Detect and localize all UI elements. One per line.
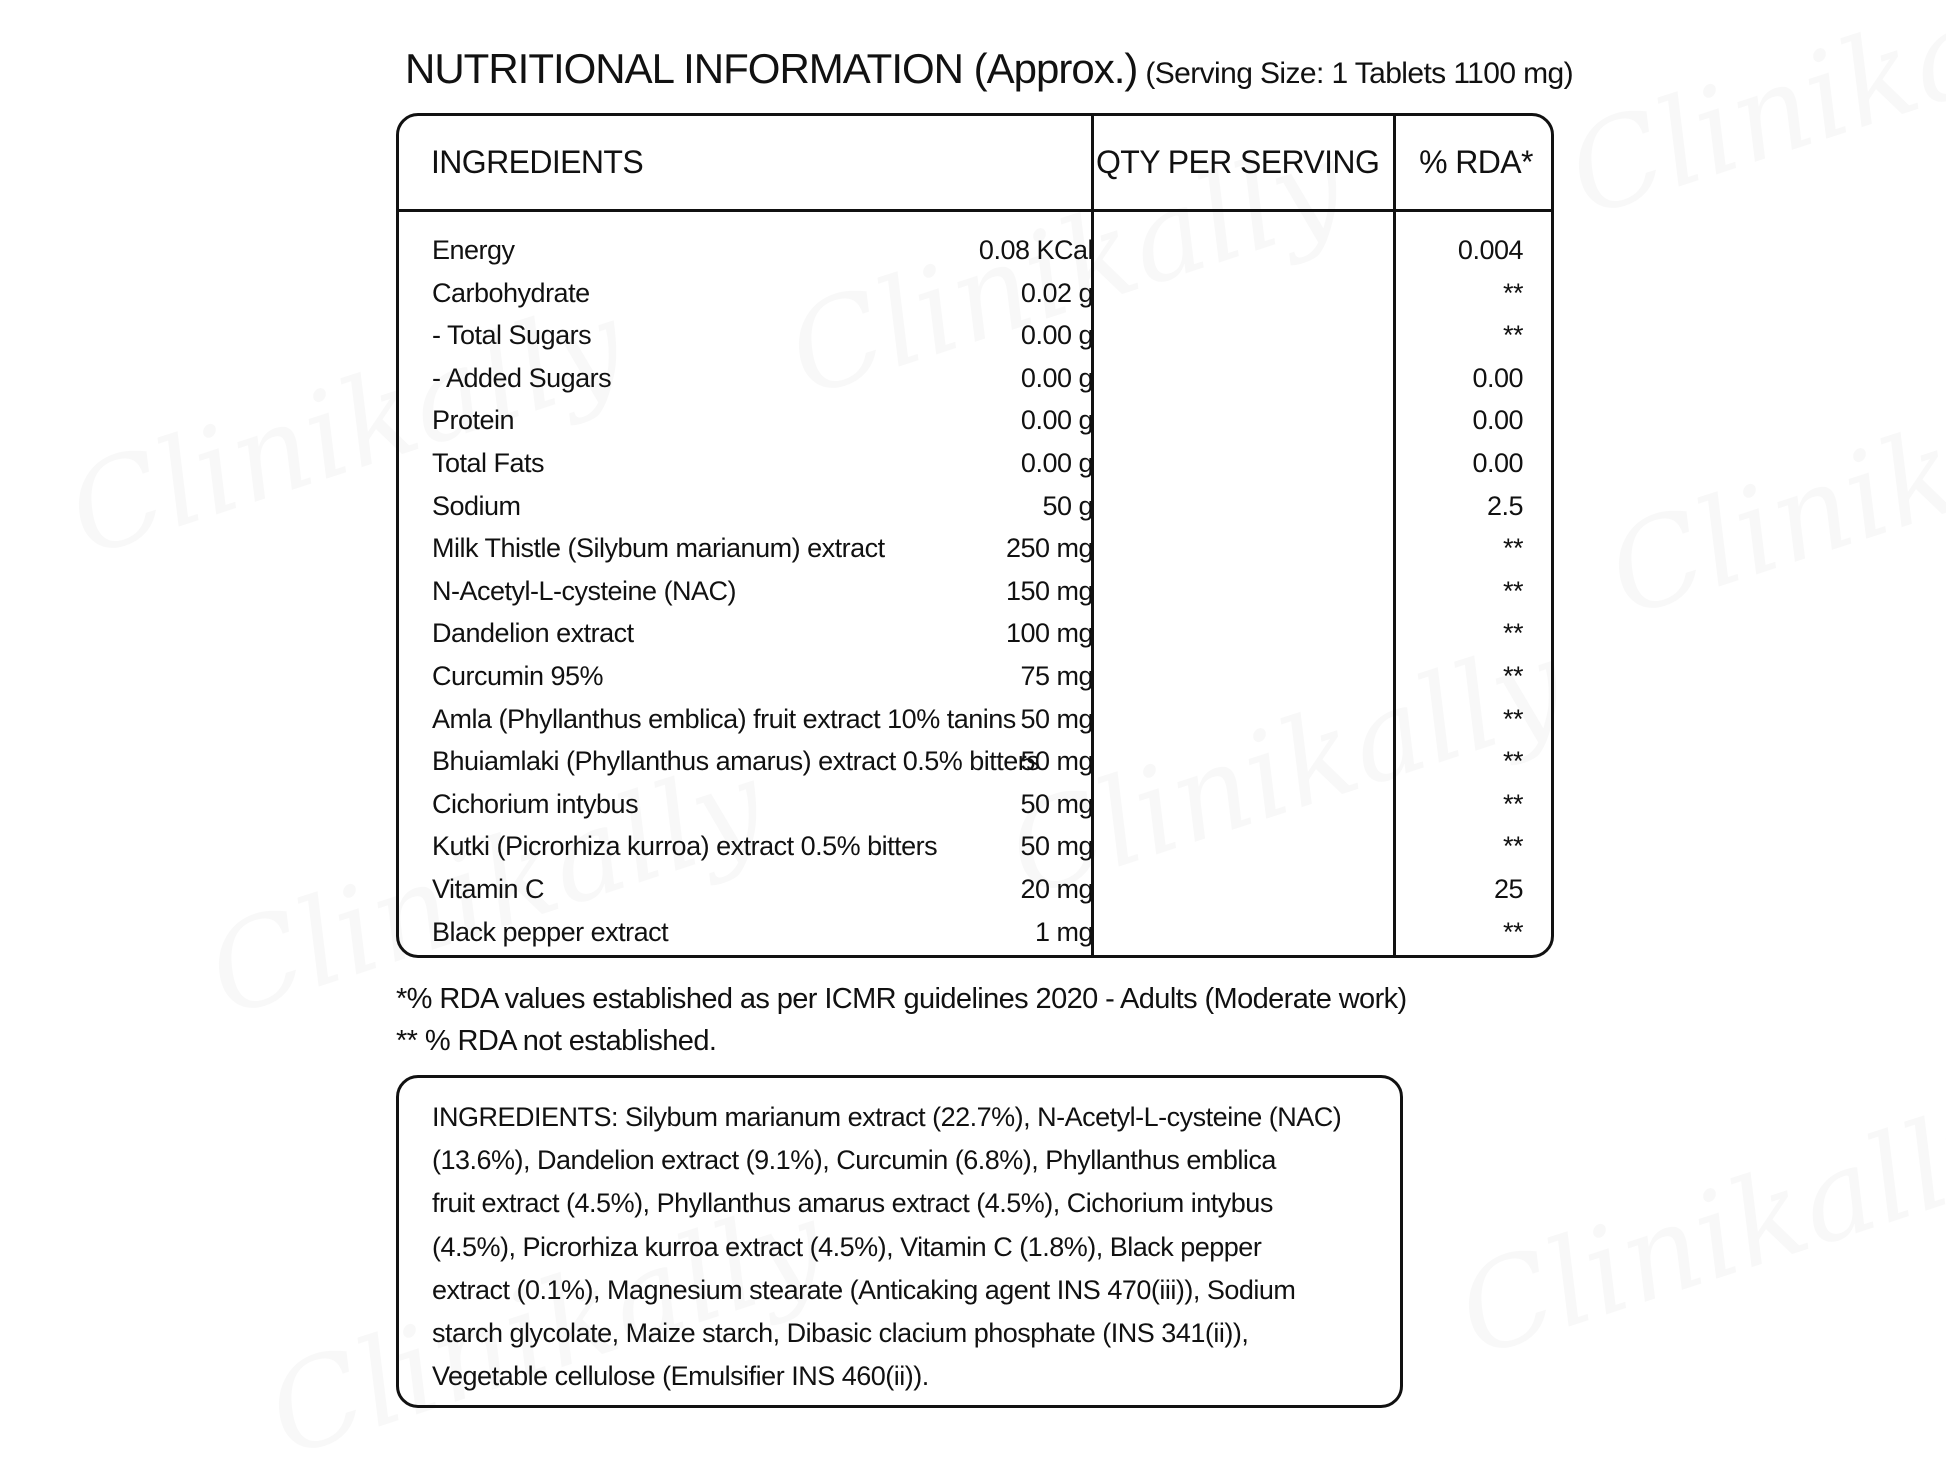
ingredients-line: (4.5%), Picrorhiza kurroa extract (4.5%), Vitamin C (1.8%), Black pepper (432, 1231, 1262, 1262)
header-rda: % RDA* (1419, 144, 1533, 180)
qty-per-serving: 1 mg (1034, 916, 1093, 947)
rda-value: ** (1502, 660, 1523, 691)
table-row (399, 570, 1551, 613)
ingredient-name: Sodium (432, 490, 521, 521)
ingredient-name: Carbohydrate (432, 277, 590, 308)
table-row (399, 740, 1551, 783)
qty-per-serving: 0.00 g (1020, 362, 1093, 393)
table-row (399, 485, 1551, 528)
footnote-rda-source: *% RDA values established as per ICMR guidelines 2020 - Adults (Moderate work) (396, 983, 1407, 1015)
header-qty-per-serving: QTY PER SERVING (1096, 144, 1380, 180)
table-row (399, 399, 1551, 442)
qty-per-serving: 50 mg (1020, 831, 1093, 862)
table-row (399, 911, 1551, 954)
rda-value: ** (1502, 320, 1523, 351)
rda-value: ** (1502, 703, 1523, 734)
qty-per-serving: 75 mg (1020, 660, 1093, 691)
title-main: NUTRITIONAL INFORMATION (Approx.) (405, 45, 1138, 92)
rda-value: 0.00 (1472, 362, 1523, 393)
ingredient-name: Protein (432, 405, 515, 436)
watermark (1443, 1075, 1946, 1384)
qty-per-serving: 0.00 g (1020, 447, 1093, 478)
ingredients-line: starch glycolate, Maize starch, Dibasic clacium phosphate (INS 341(ii)), (432, 1318, 1249, 1348)
ingredient-name: Vitamin C (432, 873, 545, 904)
qty-per-serving: 250 mg (1005, 533, 1093, 564)
qty-per-serving: 0.02 g (1020, 277, 1093, 308)
qty-per-serving: 0.08 KCal (978, 235, 1093, 265)
ingredients-line: extract (0.1%), Magnesium stearate (Anticaking agent INS 470(iii)), Sodium (432, 1274, 1296, 1305)
ingredient-name: Energy (432, 235, 515, 265)
ingredient-name: Bhuiamlaki (Phyllanthus amarus) extract 0.5% bitters (432, 746, 1040, 777)
ingredient-name: N-Acetyl-L-cysteine (NAC) (432, 575, 737, 606)
qty-per-serving: 50 mg (1020, 746, 1093, 777)
table-row (399, 527, 1551, 570)
ingredients-box (396, 1075, 1403, 1408)
table-body (399, 229, 1551, 953)
serving-size: (Serving Size: 1 Tablets 1100 mg) (1145, 57, 1574, 90)
rda-value: ** (1502, 916, 1523, 947)
table-row (399, 272, 1551, 315)
table-row (399, 229, 1551, 272)
ingredient-name: Curcumin 95% (432, 660, 604, 691)
table-row (399, 698, 1551, 741)
table-row (399, 868, 1551, 911)
qty-per-serving: 50 mg (1020, 703, 1093, 734)
ingredients-line: Vegetable cellulose (Emulsifier INS 460(ii)). (432, 1361, 929, 1392)
rda-value: ** (1502, 746, 1523, 777)
rda-value: 0.004 (1457, 235, 1523, 265)
rda-value: 0.00 (1472, 447, 1523, 478)
ingredients-line: INGREDIENTS: Silybum marianum extract (22.7%), N-Acetyl-L-cysteine (NAC) (432, 1102, 1342, 1132)
header-divider (399, 209, 1551, 212)
rda-value: ** (1502, 533, 1523, 564)
qty-per-serving: 0.00 g (1020, 405, 1093, 436)
table-row (399, 825, 1551, 868)
ingredient-name: Kutki (Picrorhiza kurroa) extract 0.5% bitters (432, 831, 938, 862)
ingredient-name: Amla (Phyllanthus emblica) fruit extract 10% tanins (432, 703, 1016, 734)
table-row (399, 442, 1551, 485)
table-row (399, 783, 1551, 826)
ingredient-name: - Added Sugars (432, 362, 612, 393)
rda-value: ** (1502, 831, 1523, 862)
rda-value: 0.00 (1472, 405, 1523, 436)
ingredient-name: Total Fats (432, 447, 545, 478)
ingredient-name: Milk Thistle (Silybum marianum) extract (432, 533, 885, 564)
watermark (1593, 335, 1946, 644)
table-row (399, 357, 1551, 400)
rda-value: 25 (1493, 873, 1523, 904)
rda-value: ** (1502, 277, 1523, 308)
qty-per-serving: 150 mg (1005, 575, 1093, 606)
ingredient-name: Black pepper extract (432, 916, 669, 947)
rda-value: 2.5 (1486, 490, 1523, 521)
rda-value: ** (1502, 788, 1523, 819)
qty-per-serving: 50 g (1042, 490, 1093, 521)
table-row (399, 612, 1551, 655)
ingredients-line: fruit extract (4.5%), Phyllanthus amarus extract (4.5%), Cichorium intybus (432, 1188, 1273, 1219)
qty-per-serving: 50 mg (1020, 788, 1093, 819)
qty-per-serving: 100 mg (1005, 618, 1093, 649)
footnote-rda-not-established: ** % RDA not established. (396, 1025, 717, 1057)
header-ingredients: INGREDIENTS (431, 144, 644, 180)
ingredient-name: - Total Sugars (432, 320, 592, 351)
ingredient-name: Cichorium intybus (432, 788, 639, 819)
nutrition-table (396, 113, 1554, 958)
table-row (399, 314, 1551, 357)
ingredients-line: (13.6%), Dandelion extract (9.1%), Curcumin (6.8%), Phyllanthus emblica (432, 1145, 1276, 1176)
table-row (399, 655, 1551, 698)
page-title (405, 44, 1573, 94)
ingredient-name: Dandelion extract (432, 618, 634, 649)
qty-per-serving: 20 mg (1020, 873, 1093, 904)
footnotes (396, 978, 1407, 1062)
watermark (1553, 0, 1946, 244)
qty-per-serving: 0.00 g (1020, 320, 1093, 351)
rda-value: ** (1502, 618, 1523, 649)
rda-value: ** (1502, 575, 1523, 606)
